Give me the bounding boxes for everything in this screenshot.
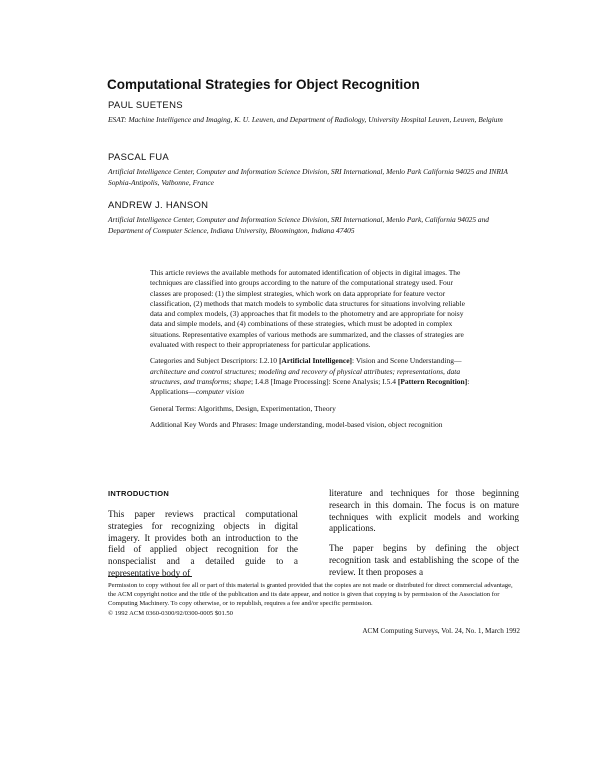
intro-paragraph: literature and techniques for those beginning research in this domain. The focus is on mature techniques with explicit models and working applications. (329, 488, 519, 534)
author-affiliation: Artificial Intelligence Center, Computer and Information Science Division, SRI International, Menlo Park, California 94025 and Department of Computer Science, Indiana University, Bloomington, Indiana 47405 (108, 215, 489, 235)
ccs-text: : Applications— (150, 376, 470, 397)
ccs-pr: [Pattern Recognition] (397, 376, 468, 386)
permission-notice (108, 581, 520, 618)
author-name: ANDREW J. HANSON (108, 200, 209, 211)
journal-footer: ACM Computing Surveys, Vol. 24, No. 1, March 1992 (362, 627, 520, 635)
ccs-italic: computer vision (195, 387, 244, 397)
permission-text: Permission to copy without fee all or part of this material is granted provided that the copies are not made or distributed for direct commercial advantage, the ACM copyright notice and the title of the publication and its date appear, and notice is given that copying is by permission of the Association for Computing Machinery. To copy otherwise, or to republish, requires a fee and/or specific permission. (108, 582, 513, 608)
author-affiliation: ESAT: Machine Intelligence and Imaging, K. U. Leuven, and Department of Radiology, University Hospital Leuven, Leuven, Belgium (108, 115, 503, 124)
column-right (329, 488, 519, 579)
ccs-italic: architecture and control structures; modeling and recovery of physical attributes; representations, data structures, and transforms; shape (150, 366, 461, 386)
general-terms: General Terms: Algorithms, Design, Experimentation, Theory (150, 403, 336, 413)
copyright-line: © 1992 ACM 0360-0300/92/0300-0005 $01.50 (108, 609, 233, 617)
intro-paragraph: The paper begins by defining the object recognition task and establishing the scope of the review. It then proposes a (329, 543, 519, 577)
intro-paragraph: This paper reviews practical computational strategies for recognizing objects in digital imagery. It provides both an introduction to the field of applied object recognition for the nonspecialist and a detailed guide to a representative body of (108, 509, 298, 578)
ccs-text: : Vision and Scene Understanding— (352, 356, 462, 366)
section-heading: INTRODUCTION (108, 489, 170, 498)
column-left (108, 509, 298, 580)
author-affiliation: Artificial Intelligence Center, Computer and Information Science Division, SRI International, Menlo Park California 94025 and INRIA Sophia-Antipolis, Valbonne, France (108, 167, 508, 187)
abstract-block (150, 268, 473, 436)
author-name: PASCAL FUA (108, 152, 170, 163)
footnote-rule (108, 576, 192, 577)
abstract-text: This article reviews the available methods for automated identification of objects in digital images. The techniques are classified into groups according to the nature of the computational strategy used. Four classes are proposed: (1) the simplest strategies, which work on data appropriate for feature vector classification, (2) methods that match models to symbolic data structures for situations involving reliable data and complex models, (3) approaches that fit models to the photometry and are appropriate for noisy data and simple models, and (4) combinations of these strategies, which must be adopted in complex situations. Representative examples of various methods are summarized, and the classes of strategies are evaluated with respect to their appropriateness for particular applications. (150, 268, 465, 350)
ccs-intro: Categories and Subject Descriptors: I.2.10 (150, 356, 278, 366)
author-name: PAUL SUETENS (108, 100, 183, 111)
additional-keywords: Additional Key Words and Phrases: Image understanding, model-based vision, object recognition (150, 419, 443, 429)
paper-title: Computational Strategies for Object Recognition (107, 77, 420, 92)
ccs-categories (150, 356, 473, 397)
ccs-ai: [Artificial Intelligence] (278, 356, 353, 366)
ccs-text: ; I.4.8 [Image Processing]: Scene Analysis; I.5.4 (250, 376, 396, 386)
